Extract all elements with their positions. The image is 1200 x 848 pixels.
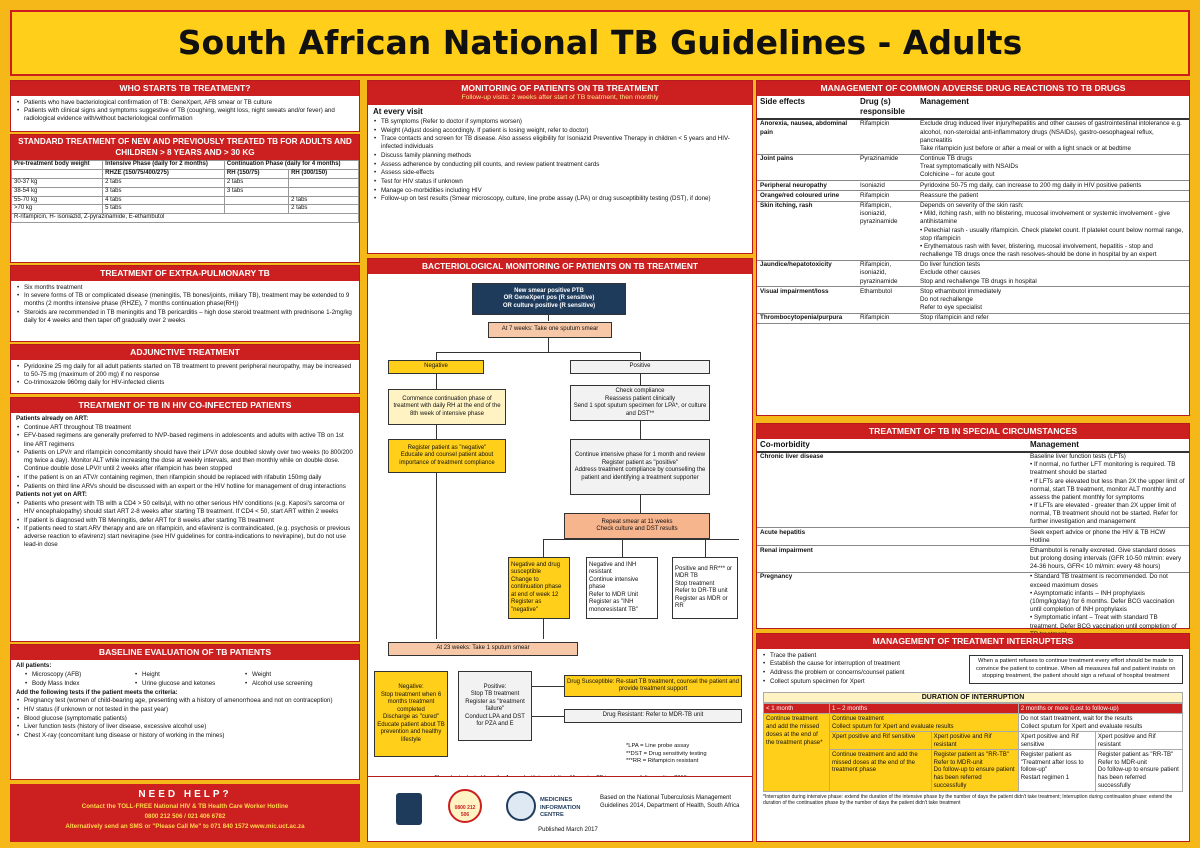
col-2-months-plus: 2 months or more (Lost to follow-up) [1018, 704, 1182, 714]
list-item: • If the patient is on an ATV/r containing regimen, then rifampicin should be replaced with rifabutin 150mg daily [16, 474, 354, 482]
table-cell: Do liver function tests Exclude other causes Stop and rechallenge TB drugs in hospital [917, 260, 1189, 287]
table-cell: Jaundice/hepatotoxicity [757, 260, 857, 287]
mid-sensitive: Xpert positive and Rif sensitive [830, 732, 932, 750]
special-panel [756, 423, 1190, 629]
bact-heading: BACTERIOLOGICAL MONITORING OF PATIENTS ON TB TREATMENT [368, 259, 752, 274]
col-continuation: Continuation Phase (daily for 4 months) [224, 161, 358, 170]
who-heading: WHO STARTS TB TREATMENT? [11, 81, 359, 96]
flow-final-positive: Positive: Stop TB treatment Register as "treatment failure" Conduct LPA and DST for PZA and E [458, 671, 532, 741]
at-every-visit: At every visit [373, 107, 423, 116]
list-item: • TB symptoms (Refer to doctor if symptoms worsen) [373, 118, 747, 126]
table-cell: Pregnancy [757, 572, 1027, 639]
flow-drug-resistant: Drug Resistant: Refer to MDR-TB unit [564, 709, 742, 723]
table-cell: Chronic liver disease [757, 452, 1027, 528]
table-cell: Ethambutol is renally excreted. Give standard doses but prolong dosing intervals (GFR 10-50 ml/min: every 24-36 hours, GFR< 10 ml/min: every 48 hours) [1027, 546, 1189, 573]
list-item: • Patients who present with TB with a CD4 > 50 cells/µl, with no other serious HIV conditions (e.g. Kaposi's sarcoma or HIV encephalopathy) should start ART 2-8 weeks after starting TB treatment. If CD4 < 50, start ART within 2 weeks [16, 500, 354, 516]
list-item: • Assess adherence by conducting pill counts, and review patient treatment cards [373, 161, 747, 169]
table-cell: Exclude drug induced liver injury/hepatitis and other causes of gastrointestinal intolerance e.g. alcohol, non-steroidal anti-inflammatory drugs (NSAIDs), gastro-oesophageal reflux, pancreatitis Take rifampicin just before or after a meal or with a light snack or at bedtime [917, 119, 1189, 154]
mid-sensitive-action: Continue treatment and add the missed doses at the end of the treatment phase [830, 750, 932, 792]
flow-result-susceptible: Negative and drug susceptible Change to continuation phase at end of week 12 Register as "negative" [508, 557, 570, 619]
col-rhze: RHZE (150/75/400/275) [103, 170, 225, 179]
table-cell: Rifampicin [857, 119, 917, 154]
mid-resistant: Xpert positive and Rif resistant [931, 732, 1018, 750]
list-item: • Patients with clinical signs and symptoms suggestive of TB (coughing, weight loss, night sweats and/or fever) and radiological evidence with/without bacteriological confirmation [16, 107, 354, 123]
table-cell: Visual impairment/loss [757, 287, 857, 314]
special-heading: TREATMENT OF TB IN SPECIAL CIRCUMSTANCES [757, 424, 1189, 439]
flow-week7: At 7 weeks: Take one sputum smear [488, 322, 612, 338]
list-item: • Manage co-morbidities including HIV [373, 187, 747, 195]
baseline-add-label: Add the following tests if the patient meets the criteria: [16, 688, 178, 696]
hotline-number: 0800 212 506 / 021 406 6782 [144, 813, 226, 821]
table-row: 30-37 kg 2 tabs 2 tabs [12, 178, 359, 187]
bacteriological-flowchart [367, 258, 753, 842]
col-intensive: Intensive Phase (daily for 2 months) [103, 161, 225, 170]
page-title: South African National TB Guidelines - Adults [177, 22, 1023, 62]
col-management: Management [1027, 439, 1189, 451]
table-cell: Pyridoxine 50-75 mg daily, can increase to 200 mg daily in HIV positive patients [917, 181, 1189, 191]
flow-positive: Positive [570, 360, 710, 374]
baseline-all-label: All patients: [16, 662, 52, 670]
list-item: • Weight [244, 671, 354, 679]
standard-panel [10, 134, 360, 263]
published-date: Published March 2017 [538, 827, 598, 833]
table-row: >70 kg 5 tabs 2 tabs [12, 205, 359, 214]
list-item: • Pregnancy test (women of child-bearing age, presenting with a history of amenorrhoea and not on contraception) [16, 697, 354, 705]
adr-heading: MANAGEMENT OF COMMON ADVERSE DRUG REACTIONS TO TB DRUGS [757, 81, 1189, 96]
table-row [757, 119, 1189, 154]
table-cell: Rifampicin, isoniazid, pyrazinamide [857, 201, 917, 260]
mid-resistant-action: Register patient as "RR-TB" Refer to MDR-unit Do follow-up to ensure patient has been referred successfully [931, 750, 1018, 792]
flow-drug-susceptible: Drug Susceptible: Re-start TB treatment, counsel the patient and provide treatment support [564, 675, 742, 697]
who-list [11, 96, 359, 126]
table-row [757, 260, 1189, 287]
monitoring-sub: Follow-up visits: 2 weeks after start of TB treatment, then monthly [461, 94, 659, 102]
flow-negative: Negative [388, 360, 484, 374]
table-row [757, 546, 1189, 573]
lost-sensitive-action: Register patient as "Treatment after loss to follow-up" Restart regimen 1 [1018, 750, 1095, 792]
table-row: 55-70 kg 4 tabs 2 tabs [12, 196, 359, 205]
col-side-effects: Side effects [757, 96, 857, 119]
col-drugs: Drug (s) responsible [857, 96, 917, 119]
table-row [757, 287, 1189, 314]
lost-sensitive: Xpert positive and Rif sensitive [1018, 732, 1095, 750]
table-cell: Stop ethambutol immediately Do not rechallenge Refer to eye specialist [917, 287, 1189, 314]
table-cell: Anorexia, nausea, abdominal pain [757, 119, 857, 154]
list-item: • Establish the cause for interruption of treatment [762, 660, 952, 668]
list-item: • Collect sputum specimen for Xpert [762, 678, 952, 686]
list-item: • Trace contacts and screen for TB disease. Also assess eligibility for Isoniazid Preventive Therapy in children < 5 years and HIV-infected individuals [373, 135, 747, 151]
table-row [757, 201, 1189, 260]
flow-neg-register: Register patient as "negative" Educate and counsel patient about importance of treatment compliance [388, 439, 506, 473]
logo-strip [367, 776, 753, 842]
help-line: Alternatively send an SMS or "Please Call Me" to 071 840 1572 www.mic.uct.ac.za [65, 823, 305, 831]
flow-result-inh: Negative and INH resistant Continue intensive phase Refer to MDR Unit Register as "INH monoresistant TB" [586, 557, 658, 619]
list-item: • Height [134, 671, 244, 679]
refusal-note: When a patient refuses to continue treatment every effort should be made to convince the patient to continue. When all measures fail and patient insists on stopping treatment, the patient should sign a refusal of hospital treatment [969, 655, 1183, 684]
list-item: • Discuss family planning methods [373, 152, 747, 160]
hiv-heading: TREATMENT OF TB IN HIV CO-INFECTED PATIENTS [11, 398, 359, 413]
list-item: • Blood glucose (symptomatic patients) [16, 715, 354, 723]
table-row [757, 313, 1189, 323]
table-cell: Ethambutol [857, 287, 917, 314]
table-row [757, 191, 1189, 201]
list-item: • Patients on third line ARVs should be discussed with an expert or the HIV hotline for management of drug interactions [16, 483, 354, 491]
list-item: • Continue ART throughout TB treatment [16, 424, 354, 432]
table-row [757, 154, 1189, 181]
col-less-1-month: < 1 month [764, 704, 830, 714]
abbrev-footnote: R-rifampicin, H- isoniazid, Z-pyrazinamide, E-ethambutol [12, 214, 359, 223]
table-cell: Rifampicin [857, 191, 917, 201]
lost-action: Do not start treatment, wait for the results Collect sputum for Xpert and evaluate results [1018, 714, 1182, 732]
col-rh150: RH (150/75) [224, 170, 288, 179]
list-item: • Follow-up on test results (Smear microscopy, culture, line probe assay (LPA) or drug susceptibility testing (DST), if done) [373, 195, 747, 203]
flow-week23: At 23 weeks: Take 1 sputum smear [388, 642, 578, 656]
extra-pulmonary-panel [10, 265, 360, 342]
flow-result-rr: Positive and RR*** or MDR TB Stop treatment Refer to DR-TB unit Register as MDR or RR [672, 557, 738, 619]
table-row [757, 572, 1189, 639]
standard-heading: STANDARD TREATMENT OF NEW AND PREVIOUSLY TREATED TB FOR ADULTS AND CHILDREN > 8 YEARS AND > 30 KG [11, 135, 359, 160]
table-cell: Depends on severity of the skin rash: • Mild, itching rash, with no blistering, mucosal involvement or systemic involvement - give antihistamine • Petechial rash - usually rifampicin. Check platelet count. If platelet count below normal range, stop rifampicin • Erythematous rash with fever, blistering, mucosal involvement, hepatitis - stop and rechallenge TB drugs once the rash resolves-should be done in hospital by an expert [917, 201, 1189, 260]
list-item: • In severe forms of TB or complicated disease (meningitis, TB bones/joints, miliary TB), treatment may be extended to 9 months (2 months intensive phase (RHZE), 7 months continuation phase(RH)) [16, 292, 354, 308]
table-cell: Baseline liver function tests (LFTs) • If normal, no further LFT monitoring is required. TB treatment should be started • If LFTs are elevated but less than 2X the upper limit of normal, start TB treatment, monitor ALT monthly and assess the patient monthly for symptoms • If LFTs are elevated - greater than 2X upper limit of normal, TB treatment should not be started. Refer for further investigation and management [1027, 452, 1189, 528]
flow-final-negative: Negative: Stop treatment when 6 months treatment completed Discharge as "cured" Educate patient about TB prevention and healthy lifestyle [374, 671, 448, 757]
adr-table [757, 96, 1189, 324]
table-cell: Renal impairment [757, 546, 1027, 573]
hiv-subhead: Patients not yet on ART: [16, 491, 87, 499]
who-panel [10, 80, 360, 132]
hiv-panel [10, 397, 360, 642]
adr-panel [756, 80, 1190, 416]
col-comorbidity: Co-morbidity [757, 439, 1027, 451]
list-item: • Co-trimoxazole 960mg daily for HIV-infected clients [16, 379, 354, 387]
list-item: • Trace the patient [762, 652, 952, 660]
list-item: • If patients need to start ARV therapy and are on rifampicin, and efavirenz is contraindicated, (e.g. psychosis or previous adverse reaction to efavirenz) start nevirapine (see HIV guidelines for contra-indications to nevirapine), but do not use lead-in dose [16, 525, 354, 549]
col-management: Management [917, 96, 1189, 119]
table-cell: Continue TB drugs Treat symptomatically with NSAIDs Colchicine – for acute gout [917, 154, 1189, 181]
col-weight: Pre-treatment body weight [12, 161, 103, 170]
table-cell: Stop rifampicin and refer [917, 313, 1189, 323]
table-cell: Reassure the patient [917, 191, 1189, 201]
ribbon-logo-icon [448, 789, 482, 823]
help-title: NEED HELP? [138, 789, 232, 800]
baseline-panel [10, 644, 360, 780]
list-item: • Urine glucose and ketones [134, 680, 244, 688]
table-row [757, 528, 1189, 546]
interruption-footnote: *Interruption during intensive phase: extend the duration of the intensive phase by the number of days the patient didn't take treatment; Interruption during continuation phase: extend the duration of the continuation phase by the number of days the patient didn't take treatment [763, 793, 1173, 807]
table-cell: Thrombocytopenia/purpura [757, 313, 857, 323]
list-item: • Liver function tests (history of liver disease, excessive alcohol use) [16, 723, 354, 731]
table-cell: Joint pains [757, 154, 857, 181]
title-banner [10, 10, 1190, 76]
table-cell: Rifampicin [857, 313, 917, 323]
table-cell: Seek expert advice or phone the HIV & TB HCW Hotline [1027, 528, 1189, 546]
monitoring-heading: MONITORING OF PATIENTS ON TB TREATMENT Follow-up visits: 2 weeks after start of TB treatment, then monthly [368, 81, 752, 105]
col-rh300: RH (300/150) [289, 170, 359, 179]
list-item: • Microscopy (AFB) [24, 671, 134, 679]
interrupters-panel [756, 633, 1190, 842]
mid-action: Continue treatment Collect sputum for Xpert and evaluate results [830, 714, 1019, 732]
list-item: • HIV status (if unknown or not tested in the past year) [16, 706, 354, 714]
flow-start: New smear positive PTB OR GeneXpert pos (R sensitive) OR culture positive (R sensitive) [472, 283, 626, 315]
table-row [757, 181, 1189, 191]
table-cell: Skin itching, rash [757, 201, 857, 260]
flow-pos-step: Check compliance Reassess patient clinically Send 1 spot sputum specimen for LPA*, or culture and DST** [570, 385, 710, 421]
table-row: 38-54 kg 3 tabs 3 tabs [12, 187, 359, 196]
list-item: • Test for HIV status if unknown [373, 178, 747, 186]
flow-key: *LPA = Line probe assay **DST = Drug sensitivity testing ***RR = Rifampicin resistant [626, 743, 707, 765]
list-item: • Chest X-ray (concomitant lung disease or history of working in the mines) [16, 732, 354, 740]
table-cell: Peripheral neuropathy [757, 181, 857, 191]
list-item: • If patient is diagnosed with TB Meningitis, defer ART for 8 weeks after starting TB treatment [16, 517, 354, 525]
list-item: • Body Mass Index [24, 680, 134, 688]
list-item: • Patients who have bacteriological confirmation of TB: GeneXpert, AFB smear or TB culture [16, 99, 354, 107]
table-cell: Rifampicin, isoniazid, pyrazinamide [857, 260, 917, 287]
table-cell: • Standard TB treatment is recommended. Do not exceed maximum doses • Asymptomatic infants – INH prophylaxis (10mg/kg/day) for 6 months. Defer BCG vaccination until completion of INH prophylaxis • Symptomatic infant – Treat with standard TB treatment. Defer BCG vaccination until completion of [1027, 572, 1189, 639]
special-table [757, 439, 1189, 640]
help-line: Contact the TOLL-FREE National HIV & TB Health Care Worker Hotline [81, 803, 289, 810]
list-item: • Steroids are recommended in TB meningitis and TB pericarditis – high dose steroid treatment with prednisone 1-2mg/kg daily for 4 weeks and then taper off gradually over 2 weeks [16, 309, 354, 325]
hiv-subhead: Patients already on ART: [16, 415, 89, 423]
mic-logo-icon [506, 791, 536, 821]
list-item: • Alcohol use screening [244, 680, 354, 688]
interrupters-heading: MANAGEMENT OF TREATMENT INTERRUPTERS [757, 634, 1189, 649]
lost-resistant: Xpert positive and Rif resistant [1095, 732, 1182, 750]
list-item: • Weight (Adjust dosing accordingly. If patient is losing weight, refer to doctor) [373, 127, 747, 135]
baseline-heading: BASELINE EVALUATION OF TB PATIENTS [11, 645, 359, 660]
flow-neg-step: Commence continuation phase of treatment with daily RH at the end of the 8th week of intensive phase [388, 389, 506, 425]
list-item: • Pyridoxine 25 mg daily for all adult patients started on TB treatment to prevent peripheral neuropathy, may be increased to 50-75 mg (maximum of 200 mg) if no response [16, 363, 354, 379]
list-item: • EFV-based regimens are generally preferred to NVP-based regimens in adolescents and adults with active TB on 1st line ART regimens [16, 432, 354, 448]
table-cell: Orange/red coloured urine [757, 191, 857, 201]
duration-heading: DURATION OF INTERRUPTION [763, 692, 1183, 703]
uct-crest-icon [396, 793, 422, 825]
help-box [10, 784, 360, 842]
col-1-2-months: 1 – 2 months [830, 704, 1019, 714]
list-item: • Address the problem or concerns/counsel patient [762, 669, 952, 677]
list-item: • Six months treatment [16, 284, 354, 292]
flow-pos-register: Continue intensive phase for 1 month and review Register patient as "positive" Address treatment compliance by counselling the patient and identifying a treatment supporter [570, 439, 710, 495]
adjunctive-panel [10, 344, 360, 394]
extra-heading: TREATMENT OF EXTRA-PULMONARY TB [11, 266, 359, 281]
table-cell: Pyrazinamide [857, 154, 917, 181]
monitoring-panel [367, 80, 753, 254]
flow-week11: Repeat smear at 11 weeks Check culture and DST results [564, 513, 710, 539]
table-row [757, 452, 1189, 528]
dosing-table [11, 160, 359, 223]
lost-resistant-action: Register patient as "RR-TB" Refer to MDR-unit Do follow-up to ensure patient has been referred successfully [1095, 750, 1182, 792]
table-cell: Acute hepatitis [757, 528, 1027, 546]
lt1-action: Continue treatment and add the missed doses at the end of the treatment phase* [764, 714, 830, 791]
based-on-text: Based on the National Tuberculosis Management Guidelines 2014, Department of Health, South Africa [600, 795, 740, 809]
duration-table [763, 703, 1183, 791]
adjunctive-heading: ADJUNCTIVE TREATMENT [11, 345, 359, 360]
list-item: • Patients on LPV/r and rifampicin concomitantly should have their LPV/r dose doubled slowly over two weeks (to 800/200 mg twice a day). Monitor ALT while increasing the dose at weekly intervals, and then monthly while on double dose. Continue double dose LPV/r until 2 weeks after rifampicin has been stopped [16, 449, 354, 473]
list-item: • Assess side-effects [373, 169, 747, 177]
logo-phone: 0800 212 506 [454, 805, 476, 818]
table-cell: Isoniazid [857, 181, 917, 191]
mic-name: MEDICINES INFORMATION CENTRE [540, 797, 581, 819]
